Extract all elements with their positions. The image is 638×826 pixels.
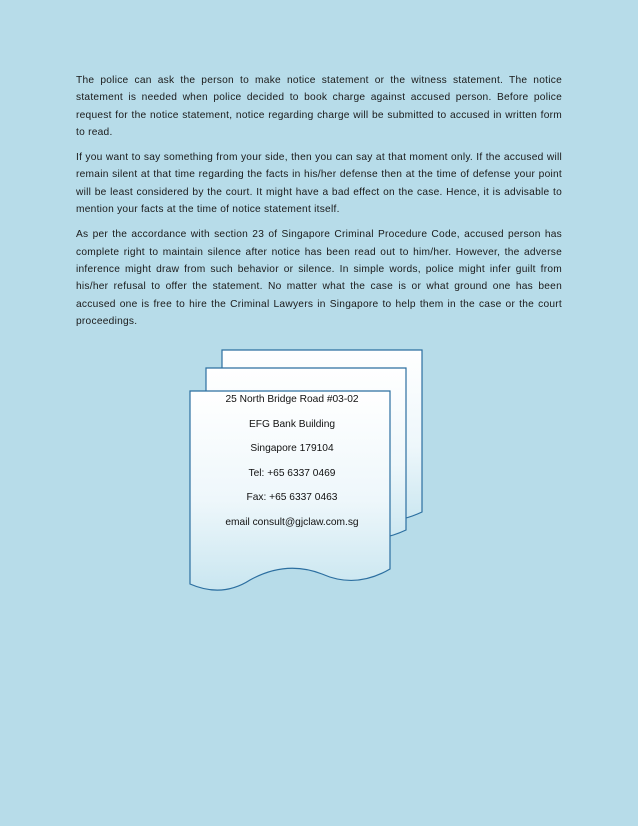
address-street: 25 North Bridge Road #03-02 xyxy=(225,394,359,405)
paragraph-remain-silent: If you want to say something from your side, then you can say at that moment only. If the accused will remain silent at that time regarding the facts in his/her defense then at the time of defense your point will be least considered by the court. It might have a bad effect on the case. Hence, it is advisable to mention your facts at the time of notice statement itself. xyxy=(76,152,562,216)
address-tel: Tel: +65 6337 0469 xyxy=(248,467,336,479)
paragraph-notice-statement: The police can ask the person to make notice statement or the witness statement. The notice statement is needed when police decided to book charge against accused person. Before police request for the notice statement, notice regarding charge will be submitted to accused in written form to read. xyxy=(76,75,562,138)
paragraph-criminal-procedure-code: As per the accordance with section 23 of Singapore Criminal Procedure Code, accused person has complete right to maintain silence after notice has been read out to him/her. However, the adverse inference might draw from such behavior or silence. In simple words, police might infer guilt from his/her refusal to offer the statement. No matter what the case is or what ground one has been accused one is free to hire the Criminal Lawyers in Singapore to help them in the case or the court proceedings. xyxy=(76,229,562,327)
address-fax: Fax: +65 6337 0463 xyxy=(246,492,338,504)
body-text xyxy=(76,72,562,338)
address-block xyxy=(200,393,384,541)
address-building: EFG Bank Building xyxy=(248,418,336,430)
address-email: email consult@gjclaw.com.sg xyxy=(225,516,359,528)
address-city: Singapore 179104 xyxy=(250,443,334,455)
